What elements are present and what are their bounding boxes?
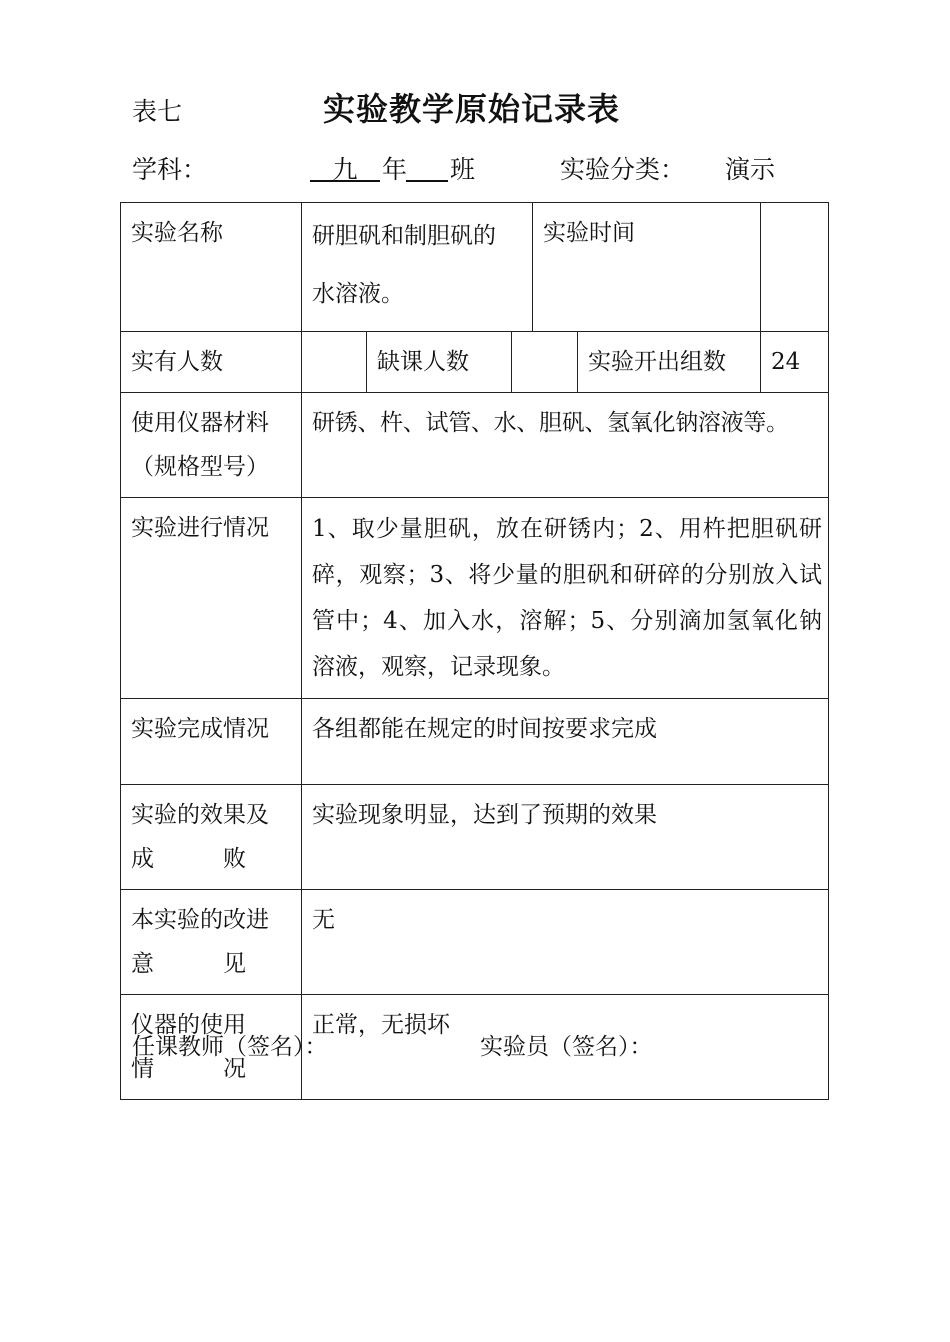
improvement-value: 无 — [302, 890, 829, 995]
table-row — [121, 890, 829, 995]
subject-line — [0, 150, 950, 190]
actual-count-label: 实有人数 — [121, 332, 302, 393]
group-count-value: 24 — [761, 332, 829, 393]
page-title: 实验教学原始记录表 — [323, 90, 621, 128]
teacher-signature-label: 任课教师（签名）： — [132, 1034, 328, 1060]
group-count-label: 实验开出组数 — [578, 332, 761, 393]
effect-value: 实验现象明显，达到了预期的效果 — [302, 785, 829, 890]
experiment-time-label: 实验时间 — [533, 203, 761, 332]
table-row — [121, 699, 829, 785]
grade-field — [310, 150, 380, 182]
improvement-label: 本实验的改进 意 见 — [121, 890, 302, 995]
table-row — [121, 203, 829, 332]
record-table — [120, 202, 829, 1100]
class-label: 班 — [450, 155, 476, 184]
process-label: 实验进行情况 — [121, 498, 302, 699]
experiment-time-value — [761, 203, 829, 332]
staff-signature-label: 实验员（签名）： — [480, 1034, 653, 1060]
completion-value: 各组都能在规定的时间按要求完成 — [302, 699, 829, 785]
experiment-name-value: 研胆矾和制胆矾的 水溶液。 — [302, 203, 533, 332]
usage-label: 仪器的使用 情 况 — [121, 995, 302, 1100]
effect-label: 实验的效果及 成 败 — [121, 785, 302, 890]
category-value: 演示 — [725, 155, 776, 184]
completion-label: 实验完成情况 — [121, 699, 302, 785]
process-value: 1、取少量胆矾，放在研锈内；2、用杵把胆矾研碎，观察；3、将少量的胆矾和研碎的分别放入试管中；4、加入水，溶解；5、分别滴加氢氧化钠溶液，观察，记录现象。 — [302, 498, 829, 699]
absent-count-value — [512, 332, 578, 393]
table-row — [121, 393, 829, 498]
class-blank — [406, 150, 448, 182]
grade-value: 九 — [310, 150, 380, 182]
absent-count-label: 缺课人数 — [367, 332, 512, 393]
table-row — [121, 498, 829, 699]
grade-label: 年 — [382, 155, 408, 184]
actual-count-value — [302, 332, 367, 393]
form-number: 表七 — [132, 97, 183, 126]
experiment-name-label: 实验名称 — [121, 203, 302, 332]
category-label: 实验分类： — [560, 155, 686, 184]
table-row — [121, 785, 829, 890]
materials-value: 研锈、杵、试管、水、胆矾、氢氧化钠溶液等。 — [302, 393, 829, 498]
materials-label: 使用仪器材料 （规格型号） — [121, 393, 302, 498]
table-row — [121, 332, 829, 393]
usage-value: 正常，无损坏 — [302, 995, 829, 1100]
subject-label: 学科： — [132, 155, 208, 184]
